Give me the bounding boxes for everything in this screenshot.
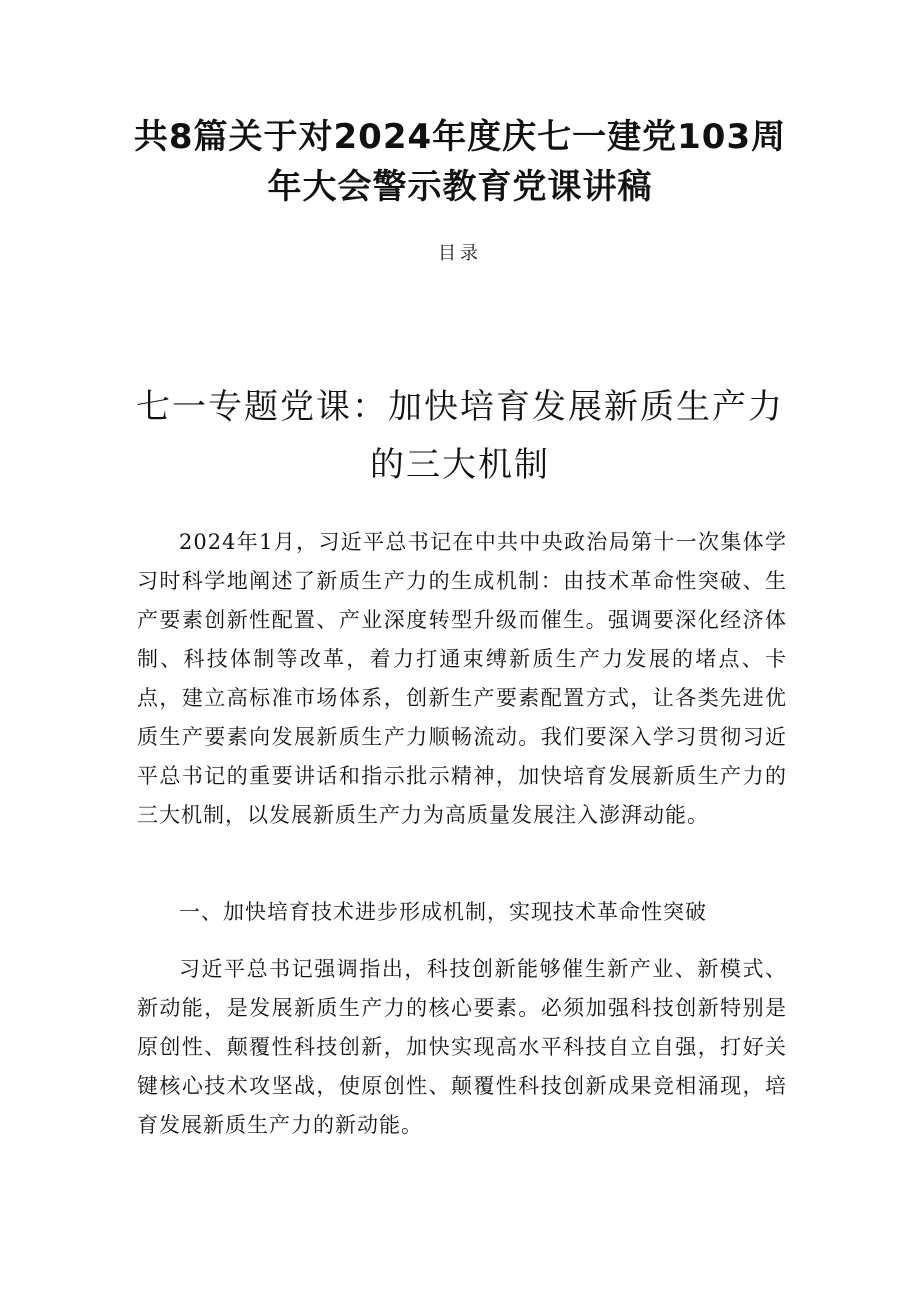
section-title <box>100 378 820 494</box>
document-title-line-2: 年大会警示教育党课讲稿 <box>267 167 653 207</box>
subheading-1: 一、加快培育技术进步形成机制，实现技术革命性突破 <box>179 900 707 924</box>
paragraph-2: 习近平总书记强调指出，科技创新能够催生新产业、新模式、新动能，是发展新质生产力的核心要素。必须加强科技创新特别是原创性、颠覆性科技创新，加快实现高水平科技自立自强，打好关键核心技术攻坚战，使原创性、颠覆性科技创新成果竞相涌现，培育发展新质生产力的新动能。 <box>137 957 787 1137</box>
section-title-line-2: 的三大机制 <box>370 445 550 485</box>
document-title-line-1: 共8篇关于对2024年度庆七一建党103周 <box>133 117 787 157</box>
toc-label: 目录 <box>438 243 482 264</box>
paragraph-intro: 2024年1月，习近平总书记在中共中央政治局第十一次集体学习时科学地阐述了新质生产力的生成机制：由技术革命性突破、生产要素创新性配置、产业深度转型升级而催生。强调要深化经济体制、科技体制等改革，着力打通束缚新质生产力发展的堵点、卡点，建立高标准市场体系，创新生产要素配置方式，让各类先进优质生产要素向发展新质生产力顺畅流动。我们要深入学习贯彻习近平总书记的重要讲话和指示批示精神，加快培育发展新质生产力的三大机制，以发展新质生产力为高质量发展注入澎湃动能。 <box>137 530 787 827</box>
document-title <box>120 112 800 212</box>
section-title-line-1: 七一专题党课：加快培育发展新质生产力 <box>136 387 784 427</box>
